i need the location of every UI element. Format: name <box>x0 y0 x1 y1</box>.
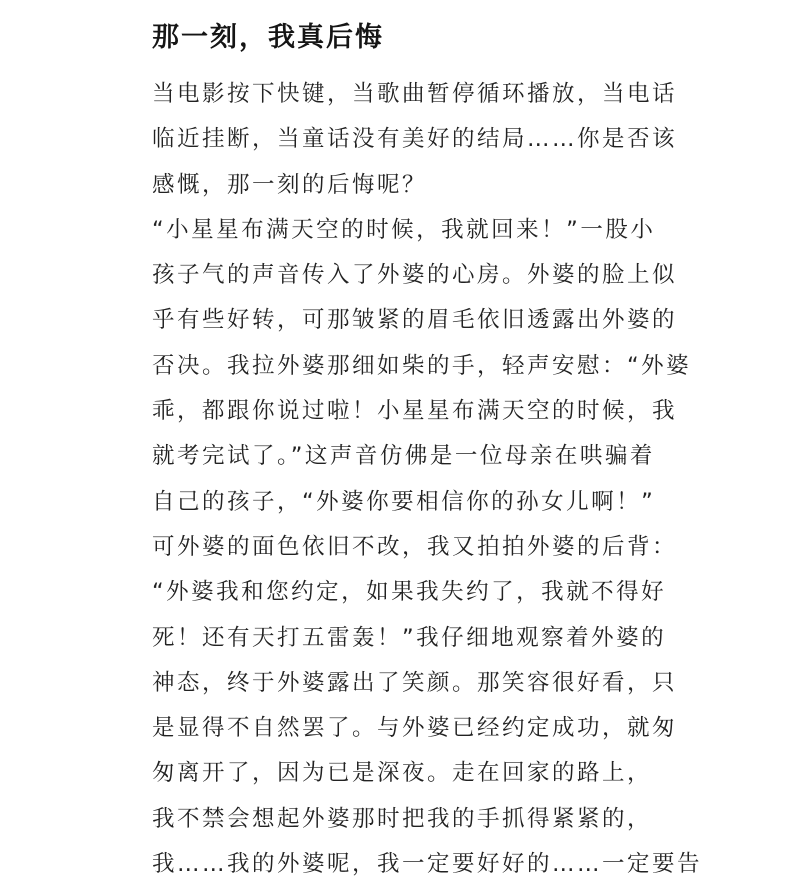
text-line: 自己的孩子，“外婆你要相信你的孙女儿啊！” <box>152 488 656 515</box>
text-line: 是显得不自然罢了。与外婆已经约定成功，就匆 <box>152 715 678 742</box>
text-line: 孩子气的声音传入了外婆的心房。外婆的脸上似 <box>152 262 678 289</box>
text-line: 匆离开了，因为已是深夜。走在回家的路上， <box>152 760 653 787</box>
article-body <box>152 72 703 878</box>
text-line: 乖，都跟你说过啦！小星星布满天空的时候，我 <box>152 398 678 425</box>
text-line: 可外婆的面色依旧不改，我又拍拍外婆的后背： <box>152 533 678 560</box>
text-line: 临近挂断，当童话没有美好的结局……你是否该 <box>152 126 678 153</box>
text-line-partial: 我……我的外婆呢，我一定要好好的……一定要告 <box>152 851 703 878</box>
text-line: 我不禁会想起外婆那时把我的手抓得紧紧的， <box>152 805 653 832</box>
text-line: 神态，终于外婆露出了笑颜。那笑容很好看，只 <box>152 669 678 696</box>
article-title: 那一刻，我真后悔 <box>152 22 384 53</box>
text-line: 死！还有天打五雷轰！”我仔细地观察着外婆的 <box>152 624 667 651</box>
text-line: 否决。我拉外婆那细如柴的手，轻声安慰：“外婆 <box>152 352 692 379</box>
text-line: 就考完试了。”这声音仿佛是一位母亲在哄骗着 <box>152 443 655 470</box>
text-line: 乎有些好转，可那皱紧的眉毛依旧透露出外婆的 <box>152 307 678 334</box>
text-line: “外婆我和您约定，如果我失约了，我就不得好 <box>152 579 667 606</box>
text-line: 感慨，那一刻的后悔呢？ <box>152 171 428 198</box>
text-line: “小星星布满天空的时候，我就回来！”一股小 <box>152 216 656 243</box>
text-line: 当电影按下快键，当歌曲暂停循环播放，当电话 <box>152 81 678 107</box>
